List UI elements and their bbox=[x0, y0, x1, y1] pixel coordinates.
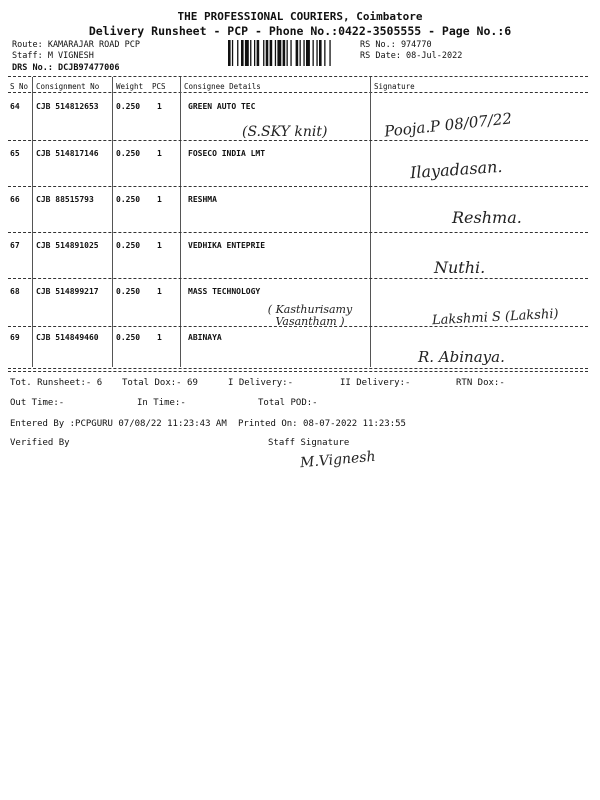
column-header-pcs: PCS bbox=[152, 82, 166, 91]
entered-by: Entered By :PCPGURU 07/08/22 11:23:43 AM bbox=[10, 419, 227, 429]
column-divider bbox=[32, 77, 33, 367]
column-divider bbox=[180, 77, 181, 367]
row-divider bbox=[8, 140, 588, 141]
row-consignee: FOSECO INDIA LMT bbox=[188, 149, 266, 158]
row-pcs: 1 bbox=[157, 195, 162, 204]
row-consignment: CJB 514817146 bbox=[36, 149, 99, 158]
row-weight: 0.250 bbox=[116, 195, 141, 204]
row-handwritten-note: ( Kasthurisamy Vasantham ) bbox=[267, 303, 353, 328]
row-pcs: 1 bbox=[157, 333, 162, 342]
barcode-image bbox=[228, 40, 356, 66]
in-time: In Time:- bbox=[137, 398, 186, 408]
row-consignment: CJB 514812653 bbox=[36, 102, 99, 111]
row-weight: 0.250 bbox=[116, 333, 141, 342]
company-title: THE PROFESSIONAL COURIERS, Coimbatore bbox=[177, 10, 423, 23]
row-consignment: CJB 514899217 bbox=[36, 287, 99, 296]
ii-delivery: II Delivery:- bbox=[340, 378, 411, 388]
column-header-sno: S No bbox=[10, 82, 29, 91]
row-consignee: VEDHIKA ENTEPRIE bbox=[188, 241, 266, 250]
i-delivery: I Delivery:- bbox=[228, 378, 294, 388]
row-sno: 68 bbox=[10, 287, 20, 296]
row-sno: 65 bbox=[10, 149, 20, 158]
row-pcs: 1 bbox=[157, 102, 162, 111]
row-sno: 69 bbox=[10, 333, 20, 342]
staff-signature-label: Staff Signature bbox=[268, 438, 350, 448]
row-sno: 67 bbox=[10, 241, 20, 250]
column-divider bbox=[112, 77, 113, 367]
header-divider bbox=[8, 92, 588, 93]
column-divider bbox=[370, 77, 371, 367]
row-pcs: 1 bbox=[157, 149, 162, 158]
row-divider bbox=[8, 186, 588, 187]
rs-date: RS Date: 08-Jul-2022 bbox=[360, 51, 463, 61]
row-signature: R. Abinaya. bbox=[418, 348, 505, 366]
table-bottom-divider bbox=[8, 371, 588, 372]
row-sno: 66 bbox=[10, 195, 20, 204]
column-header-consignee: Consignee Details bbox=[184, 82, 261, 91]
row-handwritten-note: (S.SKY knit) bbox=[242, 124, 328, 140]
row-weight: 0.250 bbox=[116, 102, 141, 111]
row-consignment: CJB 514849460 bbox=[36, 333, 99, 342]
tot-runsheet: Tot. Runsheet:- 6 bbox=[10, 378, 103, 388]
verified-by: Verified By bbox=[10, 438, 70, 448]
row-weight: 0.250 bbox=[116, 241, 141, 250]
table-bottom-divider bbox=[8, 368, 588, 369]
total-pod: Total POD:- bbox=[258, 398, 318, 408]
route-label: Route: KAMARAJAR ROAD PCP bbox=[12, 40, 140, 50]
row-signature: Reshma. bbox=[452, 208, 522, 227]
out-time: Out Time:- bbox=[10, 398, 65, 408]
row-weight: 0.250 bbox=[116, 287, 141, 296]
row-divider bbox=[8, 278, 588, 279]
staff-label: Staff: M VIGNESH bbox=[12, 51, 94, 61]
column-header-consignment: Consignment No bbox=[36, 82, 100, 91]
row-pcs: 1 bbox=[157, 287, 162, 296]
printed-on: Printed On: 08-07-2022 11:23:55 bbox=[238, 419, 406, 429]
row-signature: Pooja.P 08/07/22 bbox=[383, 109, 513, 141]
row-consignee: MASS TECHNOLOGY bbox=[188, 287, 261, 296]
row-consignment: CJB 514891025 bbox=[36, 241, 99, 250]
row-consignee: GREEN AUTO TEC bbox=[188, 102, 256, 111]
runsheet-subtitle: Delivery Runsheet - PCP - Phone No.:0422-3505555 - Page No.:6 bbox=[88, 24, 512, 38]
row-consignee: ABINAYA bbox=[188, 333, 222, 342]
row-signature: Nuthi. bbox=[434, 258, 486, 277]
table-top-divider bbox=[8, 76, 588, 77]
row-pcs: 1 bbox=[157, 241, 162, 250]
row-consignee: RESHMA bbox=[188, 195, 217, 204]
row-divider bbox=[8, 326, 588, 327]
total-dox: Total Dox:- 69 bbox=[122, 378, 198, 388]
staff-signature: M.Vignesh bbox=[299, 448, 377, 472]
column-header-signature: Signature bbox=[374, 82, 415, 91]
row-consignment: CJB 88515793 bbox=[36, 195, 94, 204]
rtn-dox: RTN Dox:- bbox=[456, 378, 505, 388]
row-weight: 0.250 bbox=[116, 149, 141, 158]
drs-number: DRS No.: DCJB97477006 bbox=[12, 63, 120, 73]
row-signature: Lakshmi S (Lakshi) bbox=[431, 306, 559, 329]
rs-number: RS No.: 974770 bbox=[360, 40, 432, 50]
row-signature: Ilayadasan. bbox=[409, 156, 504, 183]
row-sno: 64 bbox=[10, 102, 20, 111]
column-header-weight: Weight bbox=[116, 82, 144, 91]
row-divider bbox=[8, 232, 588, 233]
